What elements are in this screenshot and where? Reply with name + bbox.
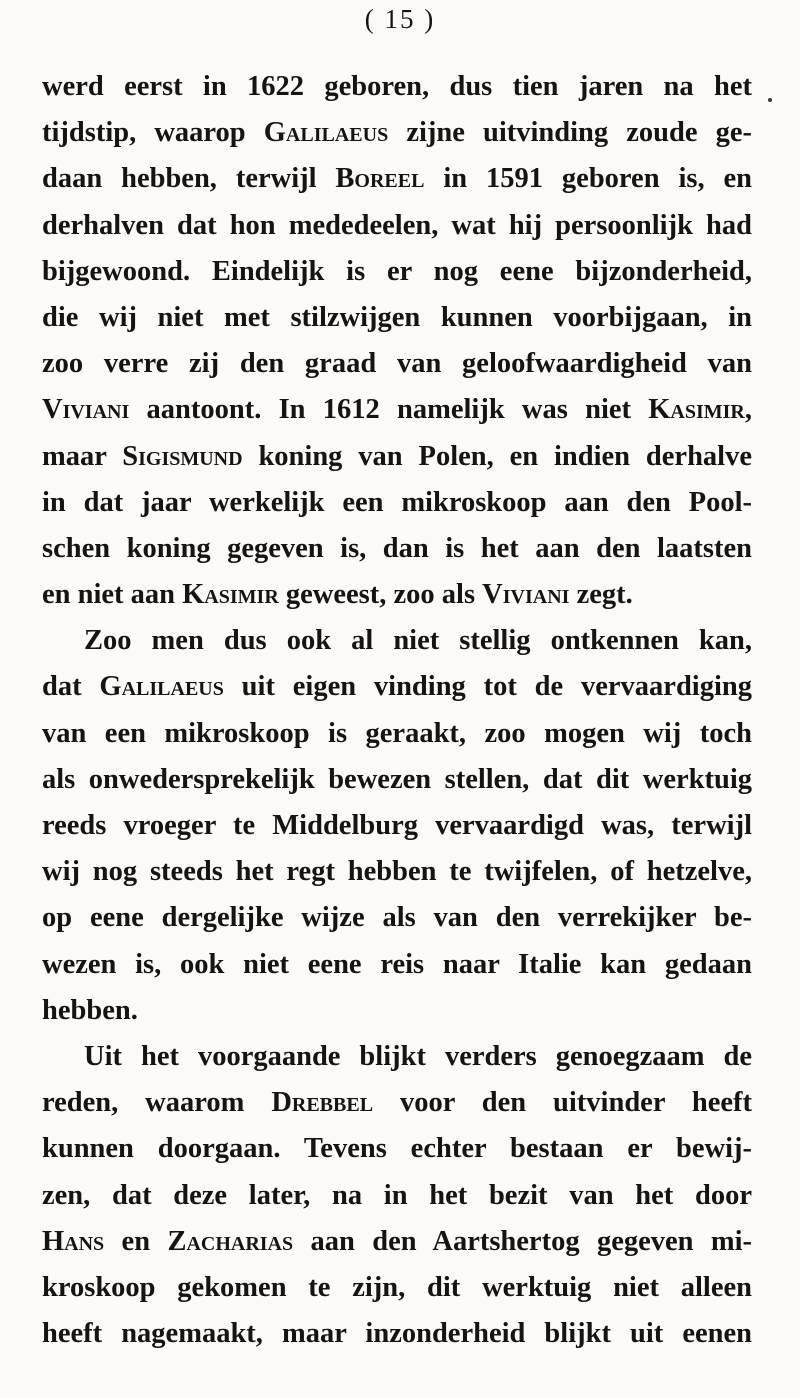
line-text: voor den uitvinder heeft <box>373 1087 753 1119</box>
text-line <box>42 203 752 249</box>
line-text: en <box>104 1225 168 1257</box>
line-text: koning van Polen, en indien derhalve <box>242 440 752 472</box>
line-text: Uit het voorgaande blijkt verders genoegzaam de <box>84 1040 752 1072</box>
person-name: Kasimir <box>182 579 279 611</box>
text-line <box>42 572 752 618</box>
line-text: in dat jaar werkelijk een mikroskoop aan den Pool- <box>42 486 752 518</box>
text-line <box>42 156 752 202</box>
line-text: zoo verre zij den graad van geloofwaardigheid van <box>42 348 752 380</box>
text-line <box>42 618 752 664</box>
line-text: zen, dat deze later, na in het bezit van het door <box>42 1179 752 1211</box>
page-number: ( 15 ) <box>364 4 436 34</box>
line-text: wezen is, ook niet eene reis naar Italie kan gedaan <box>42 948 752 980</box>
text-line <box>42 480 752 526</box>
person-name: Zacharias <box>167 1225 294 1257</box>
line-text: hebben. <box>42 994 138 1026</box>
line-text: die wij niet met stilzwijgen kunnen voorbijgaan, in <box>42 301 752 333</box>
text-line <box>42 942 752 988</box>
line-text: Zoo men dus ook al niet stellig ontkennen kan, <box>84 625 752 657</box>
line-text: van een mikroskoop is geraakt, zoo mogen wij toch <box>42 717 752 749</box>
text-line <box>42 1265 752 1311</box>
line-text: maar <box>42 440 123 472</box>
line-text: reden, waarom <box>42 1087 272 1119</box>
line-text: kroskoop gekomen te zijn, dit werktuig niet alleen <box>42 1271 752 1303</box>
line-text: als onwedersprekelijk bewezen stellen, dat dit werktuig <box>42 763 752 795</box>
line-text: kunnen doorgaan. Tevens echter bestaan er bewij- <box>42 1133 752 1165</box>
line-text: zegt. <box>569 579 633 611</box>
text-line <box>42 757 752 803</box>
line-text: derhalven dat hon mededeelen, wat hij persoonlijk had <box>42 209 752 241</box>
line-text: en niet aan <box>42 579 183 611</box>
text-line <box>42 1219 752 1265</box>
text-line <box>42 341 752 387</box>
text-line <box>42 249 752 295</box>
person-name: Galilaeus <box>99 671 224 703</box>
line-text: in 1591 geboren is, en <box>424 163 752 195</box>
person-name: Sigismund <box>122 440 243 472</box>
line-text: tijdstip, waarop <box>42 117 264 149</box>
line-text: aantoont. In 1612 namelijk was niet <box>129 394 649 426</box>
line-text: op eene dergelijke wijze als van den verrekijker be- <box>42 902 752 934</box>
person-name: Boreel <box>335 163 425 195</box>
line-text: heeft nagemaakt, maar inzonderheid blijkt uit eenen <box>42 1318 752 1350</box>
text-line <box>42 895 752 941</box>
text-line <box>42 1311 752 1357</box>
line-text: , <box>744 394 752 426</box>
text-line <box>42 664 752 710</box>
person-name: Galilaeus <box>263 117 389 149</box>
text-line <box>42 849 752 895</box>
line-text: aan den Aartshertog gegeven mi- <box>293 1225 753 1257</box>
text-line <box>42 526 752 572</box>
text-line <box>42 64 752 110</box>
text-line <box>42 1080 752 1126</box>
text-line <box>42 387 752 433</box>
line-text: wij nog steeds het regt hebben te twijfelen, of hetzelve, <box>42 856 752 888</box>
person-name: Viviani <box>482 579 570 611</box>
person-name: Hans <box>42 1225 105 1257</box>
text-line <box>42 711 752 757</box>
line-text: dat <box>42 671 100 703</box>
line-text: werd eerst in 1622 geboren, dus tien jaren na het <box>42 71 752 102</box>
person-name: Kasimir <box>648 394 745 426</box>
line-text: bijgewoond. Eindelijk is er nog eene bijzonderheid, <box>42 255 752 287</box>
text-line <box>42 295 752 341</box>
body-text <box>42 64 752 1357</box>
text-line <box>42 1126 752 1172</box>
text-line <box>42 1173 752 1219</box>
line-text: reeds vroeger te Middelburg vervaardigd was, terwijl <box>42 810 752 841</box>
text-line <box>42 1034 752 1080</box>
line-text: zijne uitvinding zoude ge- <box>388 117 752 149</box>
margin-mark <box>768 98 772 102</box>
person-name: Viviani <box>42 394 130 426</box>
line-text: uit eigen vinding tot de vervaardiging <box>223 671 752 703</box>
text-line <box>42 803 752 849</box>
line-text: daan hebben, terwijl <box>42 163 336 195</box>
line-text: geweest, zoo als <box>278 579 483 611</box>
text-line <box>42 110 752 156</box>
text-line <box>42 434 752 480</box>
line-text: schen koning gegeven is, dan is het aan den laatsten <box>42 532 752 564</box>
text-line <box>42 988 752 1034</box>
person-name: Drebbel <box>271 1087 374 1119</box>
